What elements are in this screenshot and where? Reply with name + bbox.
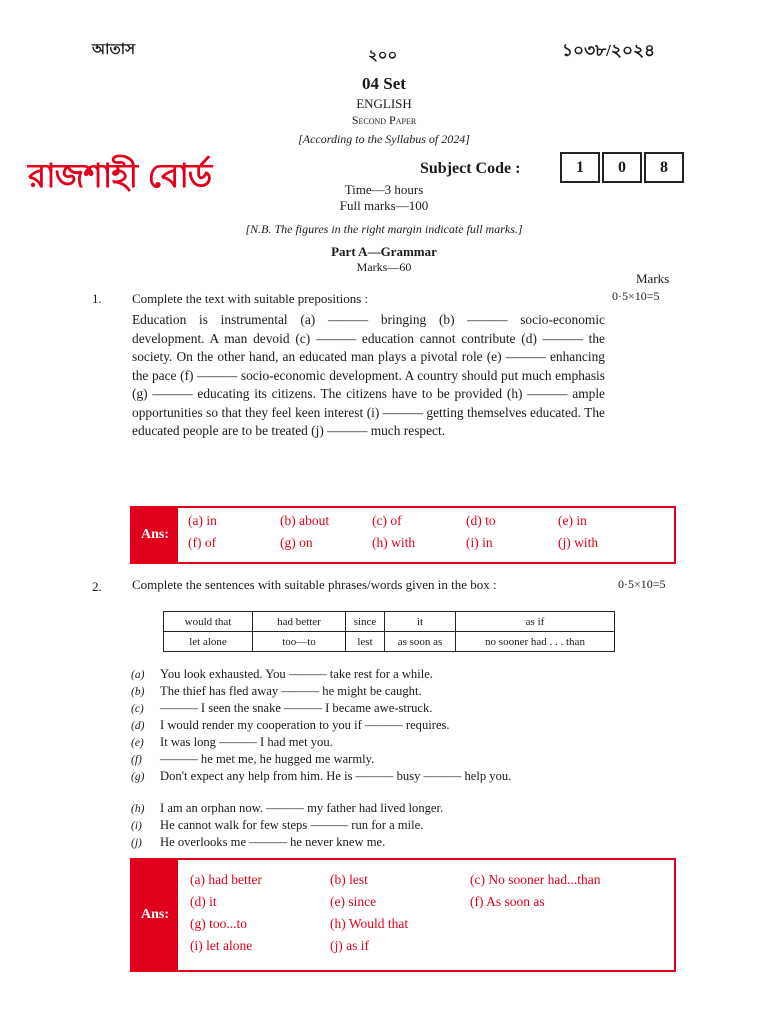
subject-title: ENGLISH: [356, 96, 412, 111]
word-box: [163, 611, 615, 652]
answer-item: (b) lest: [330, 872, 368, 887]
board-name: রাজশাহী বোর্ড: [28, 156, 212, 195]
sentence-label: (d): [131, 720, 145, 732]
word-box-row: [164, 632, 615, 652]
answer-item: (d) to: [466, 513, 496, 528]
word-box-cell: would that: [164, 612, 253, 632]
word-box-cell: no sooner had . . . than: [456, 632, 615, 652]
sentence-label: (i): [131, 820, 142, 832]
sentence-text: ——— he met me, he hugged me warmly.: [160, 752, 375, 766]
paper-title: Second Paper: [351, 113, 417, 127]
answer-item: (i) in: [466, 535, 493, 550]
sentence-text: Don't expect any help from him. He is ——— busy ——— help you.: [160, 769, 512, 783]
answer-item: (e) since: [330, 894, 377, 909]
sentence-label: (e): [131, 737, 144, 749]
full-marks: Full marks—100: [339, 198, 429, 213]
sentence-label: (g): [131, 771, 145, 783]
sentence-label: (b): [131, 686, 145, 698]
answer-item: (f) As soon as: [470, 894, 545, 909]
answer-box: [130, 858, 676, 972]
marks-heading: Marks: [636, 271, 670, 286]
question-number: 2.: [92, 579, 102, 594]
part-title: Part A—Grammar: [331, 244, 437, 259]
answer-label: Ans:: [132, 860, 178, 970]
word-box-cell: had better: [253, 612, 346, 632]
answer-item: (a) in: [188, 513, 217, 528]
sentence-text: I am an orphan now. ——— my father had lived longer.: [160, 801, 444, 815]
sentence-text: He cannot walk for few steps ——— run for a mile.: [160, 818, 424, 832]
question-marks: 0·5×10=5: [612, 289, 660, 303]
sentence-text: It was long ——— I had met you.: [160, 735, 333, 749]
question-prompt: Complete the text with suitable prepositions :: [132, 291, 369, 306]
answer-item: (g) on: [280, 535, 313, 550]
sentence-label: (a): [131, 669, 145, 681]
question-marks: 0·5×10=5: [618, 577, 666, 591]
answer-item: (h) Would that: [330, 916, 409, 931]
syllabus-note: [According to the Syllabus of 2024]: [298, 132, 470, 146]
header-left: আতাস: [92, 42, 136, 58]
answer-item: (g) too...to: [190, 916, 247, 931]
word-box-cell: let alone: [164, 632, 253, 652]
answer-item: (j) as if: [330, 938, 369, 953]
word-box-row: [164, 612, 615, 632]
word-box-cell: too—to: [253, 632, 346, 652]
header-center: ২০০: [368, 48, 398, 64]
sentence-label: (j): [131, 837, 142, 849]
sentence-text: The thief has fled away ——— he might be caught.: [160, 684, 422, 698]
answer-item: (f) of: [188, 535, 217, 550]
time-allowed: Time—3 hours: [344, 182, 424, 197]
answer-item: (c) of: [372, 513, 402, 528]
part-marks: Marks—60: [356, 260, 412, 274]
sentence-text: I would render my cooperation to you if ——— requires.: [160, 718, 450, 732]
sentence-label: (f): [131, 754, 142, 766]
sentence-text: ——— I seen the snake ——— I became awe-struck.: [160, 701, 433, 715]
header-right: ১০৩৮/২০২৪: [562, 41, 656, 60]
answer-item: (a) had better: [190, 872, 262, 887]
answer-item: (d) it: [190, 894, 217, 909]
word-box-cell: as if: [456, 612, 615, 632]
answer-label: Ans:: [132, 508, 178, 562]
sentence-label: (h): [131, 803, 145, 815]
answer-item: (c) No sooner had...than: [470, 872, 601, 887]
sentence-text: He overlooks me ——— he never knew me.: [160, 835, 386, 849]
subject-code-digit: 1: [560, 152, 600, 183]
subject-code-digit: 0: [602, 152, 642, 183]
answer-item: (b) about: [280, 513, 330, 528]
cloze-passage: Education is instrumental (a) ——— bringing (b) ——— socio-economic development. A man devoid (c) ——— education cannot contribute (d) ——— the society. On the other hand, an educated man plays a pivotal role (e) ——— enhancing the pace (f) ——— socio-economic development. A country should put much emphasis (g) ——— educating its citizens. The citizens have to be provided (h) ——— ample opportunities so that they feel keen interest (i) ——— getting themselves educated. The educated people are to be treated (j) ——— much respect.: [132, 312, 605, 438]
answer-item: (i) let alone: [190, 938, 253, 953]
question-prompt: Complete the sentences with suitable phrases/words given in the box :: [132, 577, 497, 592]
sentence-text: You look exhausted. You ——— take rest for a while.: [160, 667, 433, 681]
sentence-label: (c): [131, 703, 144, 715]
subject-code-digit: 8: [644, 152, 684, 183]
answer-item: (h) with: [372, 535, 416, 550]
answer-item: (j) with: [558, 535, 599, 550]
word-box-cell: it: [385, 612, 456, 632]
nb-note: [N.B. The figures in the right margin indicate full marks.]: [245, 222, 523, 236]
answer-item: (e) in: [558, 513, 587, 528]
word-box-cell: as soon as: [385, 632, 456, 652]
word-box-cell: lest: [346, 632, 385, 652]
answer-box: [130, 506, 676, 564]
question-number: 1.: [92, 291, 102, 306]
word-box-cell: since: [346, 612, 385, 632]
set-title: 04 Set: [362, 74, 406, 93]
subject-code-label: Subject Code :: [420, 160, 521, 177]
